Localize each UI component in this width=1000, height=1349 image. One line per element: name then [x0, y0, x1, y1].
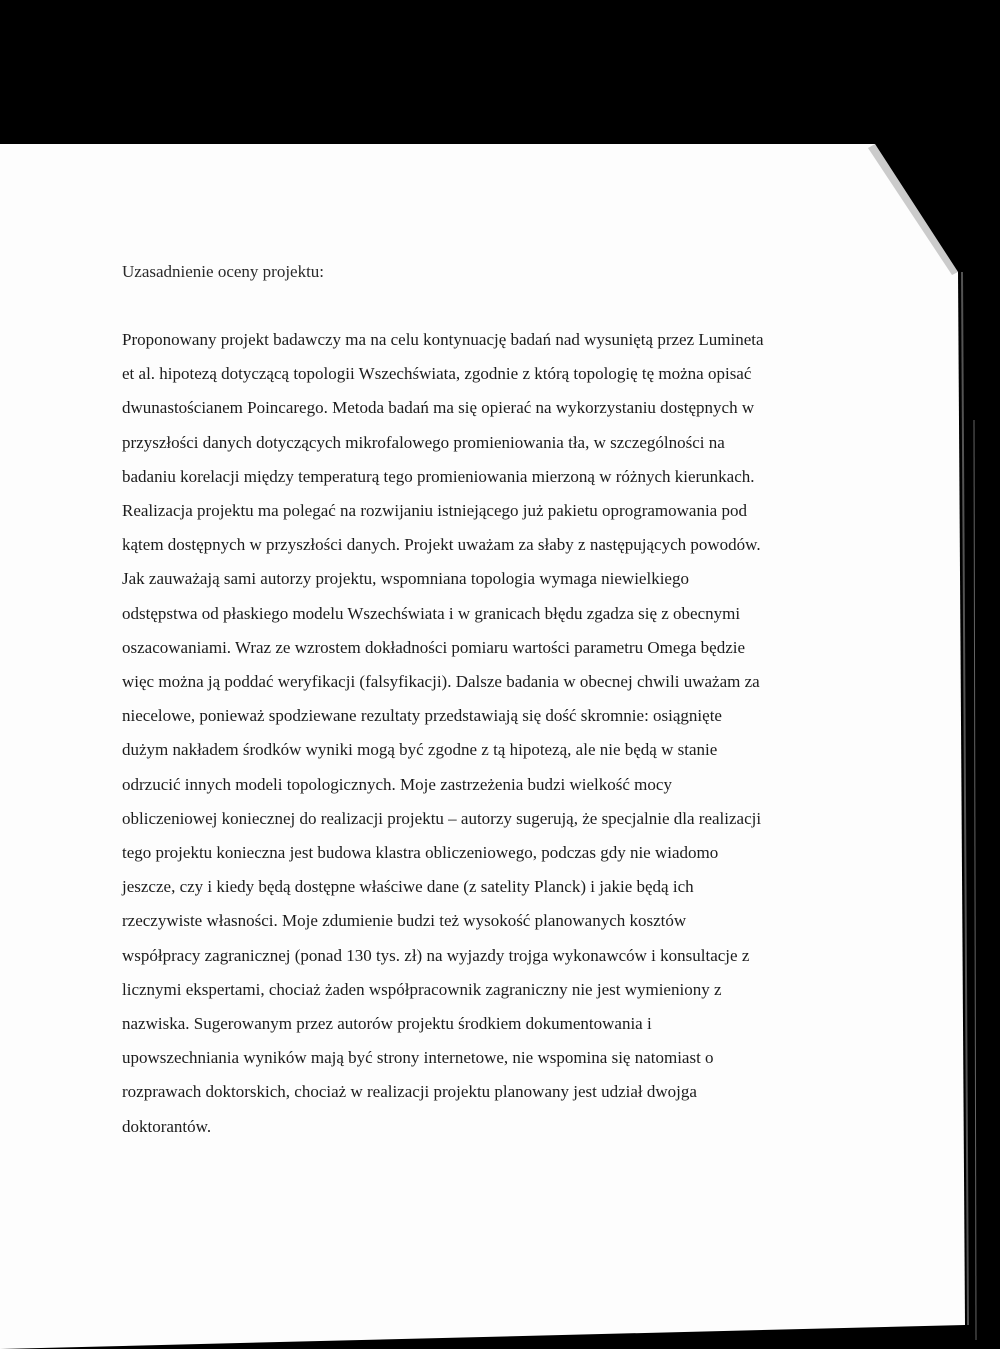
text-line: więc można ją poddać weryfikacji (falsyfikacji). Dalsze badania w obecnej chwili uważam za — [122, 672, 760, 692]
text-line: dużym nakładem środków wyniki mogą być zgodne z tą hipotezą, ale nie będą w stanie — [122, 740, 718, 760]
body-paragraph — [122, 323, 870, 1144]
text-line: licznymi ekspertami, chociaż żaden współpracownik zagraniczny nie jest wymieniony z — [122, 979, 722, 999]
text-line: jeszcze, czy i kiedy będą dostępne właściwe dane (z satelity Planck) i jakie będą ich — [122, 877, 694, 897]
text-line: rozprawach doktorskich, chociaż w realizacji projektu planowany jest udział dwojga — [122, 1082, 697, 1102]
text-line: odrzucić innych modeli topologicznych. Moje zastrzeżenia budzi wielkość mocy — [122, 774, 672, 794]
text-line: obliczeniowej koniecznej do realizacji projektu – autorzy sugerują, że specjalnie dla realizacji — [122, 808, 762, 828]
text-line: tego projektu konieczna jest budowa klastra obliczeniowego, podczas gdy nie wiadomo — [122, 843, 719, 863]
text-line: et al. hipotezą dotyczącą topologii Wszechświata, zgodnie z którą topologię tę można opisać — [122, 364, 752, 384]
text-line: współpracy zagranicznej (ponad 130 tys. zł) na wyjazdy trojga wykonawców i konsultacje z — [122, 945, 750, 965]
text-line: oszacowaniami. Wraz ze wzrostem dokładności pomiaru wartości parametru Omega będzie — [122, 637, 746, 657]
text-line: przyszłości danych dotyczących mikrofalowego promieniowania tła, w szczególności na — [122, 432, 725, 452]
text-line: dwunastościanem Poincarego. Metoda badań ma się opierać na wykorzystaniu dostępnych w — [122, 398, 755, 418]
text-line: doktorantów. — [122, 1116, 212, 1136]
text-line: Jak zauważają sami autorzy projektu, wspomniana topologia wymaga niewielkiego — [122, 569, 689, 589]
text-line: rzeczywiste własności. Moje zdumienie budzi też wysokość planowanych kosztów — [122, 911, 687, 931]
text-line: badaniu korelacji między temperaturą tego promieniowania mierzoną w różnych kierunkach. — [122, 466, 755, 486]
text-line: niecelowe, ponieważ spodziewane rezultaty przedstawiają się dość skromnie: osiągnięte — [122, 706, 722, 726]
document-heading: Uzasadnienie oceny projektu: — [122, 262, 325, 281]
document-body — [122, 255, 870, 1144]
text-line: odstępstwa od płaskiego modelu Wszechświata i w granicach błędu zgadza się z obecnymi — [122, 603, 741, 623]
text-line: nazwiska. Sugerowanym przez autorów projektu środkiem dokumentowania i — [122, 1014, 652, 1034]
text-line: kątem dostępnych w przyszłości danych. Projekt uważam za słaby z następujących powodów. — [122, 535, 761, 555]
text-line: Proponowany projekt badawczy ma na celu kontynuację badań nad wysuniętą przez Lumineta — [122, 330, 764, 349]
text-line: upowszechniania wyników mają być strony internetowe, nie wspomina się natomiast o — [122, 1048, 714, 1068]
text-line: Realizacja projektu ma polegać na rozwijaniu istniejącego już pakietu oprogramowania pod — [122, 501, 747, 521]
